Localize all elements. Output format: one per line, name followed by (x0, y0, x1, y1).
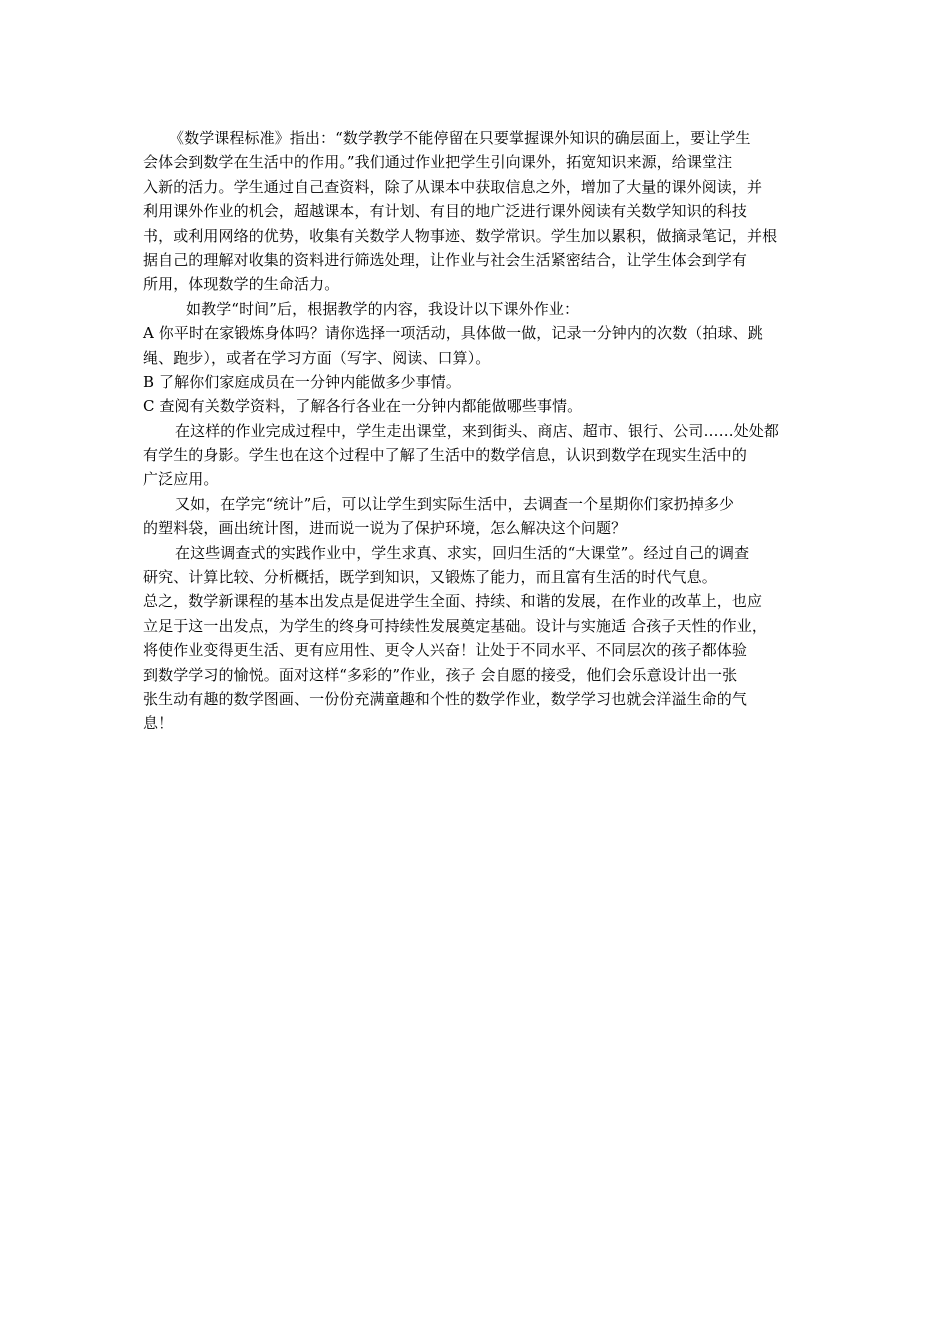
paragraph-homework-process (143, 419, 813, 492)
text-line: 所用，体现数学的生命活力。 (143, 275, 340, 294)
text-line: 的塑料袋，画出统计图，进而说一说为了保护环境，怎么解决这个问题？ (143, 519, 627, 538)
paragraph-practice-homework (143, 541, 813, 590)
list-item-b (143, 370, 813, 394)
paragraph-statistics-example (143, 492, 813, 541)
paragraph-time-example (143, 297, 813, 321)
text-line: A 你平时在家锻炼身体吗？请你选择一项活动，具体做一做，记录一分钟内的次数（拍球、跳 (143, 324, 763, 343)
text-line: 入新的活力。学生通过自己查资料，除了从课本中获取信息之外，增加了大量的课外阅读，并 (143, 177, 763, 196)
paragraph-conclusion (143, 589, 813, 735)
text-line: 在这些调查式的实践作业中，学生求真、求实，回归生活的“大课堂”。经过自己的调查 (175, 543, 750, 562)
text-line: 据自己的理解对收集的资料进行筛选处理，让作业与社会生活紧密结合，让学生体会到学有 (143, 250, 748, 269)
text-line: 到数学学习的愉悦。面对这样“多彩的”作业，孩子 会自愿的接受，他们会乐意设计出一张 (143, 665, 738, 684)
text-line: 广泛应用。 (143, 470, 219, 489)
text-line: 总之，数学新课程的基本出发点是促进学生全面、持续、和谐的发展，在作业的改革上，也应 (143, 592, 763, 611)
text-line: 研究、计算比较、分析概括，既学到知识，又锻炼了能力，而且富有生活的时代气息。 (143, 568, 717, 587)
list-item-c (143, 394, 813, 418)
text-line: 又如，在学完“统计”后，可以让学生到实际生活中，去调查一个星期你们家扔掉多少 (175, 494, 735, 513)
text-line: 立足于这一出发点，为学生的终身可持续性发展奠定基础。设计与实施适 合孩子天性的作业， (143, 616, 767, 635)
text-line: 《数学课程标准》指出：“数学教学不能停留在只要掌握课外知识的确层面上，要让学生 (169, 129, 751, 147)
document-body (143, 126, 813, 736)
text-line: 有学生的身影。学生也在这个过程中了解了生活中的数学信息，认识到数学在现实生活中的 (143, 446, 748, 465)
text-line: 张生动有趣的数学图画、一份份充满童趣和个性的数学作业，数学学习也就会洋溢生命的气 (143, 689, 748, 708)
text-line: C 查阅有关数学资料，了解各行各业在一分钟内都能做哪些事情。 (143, 397, 583, 416)
paragraph-curriculum-standard (143, 126, 813, 297)
list-item-a (143, 321, 813, 370)
text-line: 书，或利用网络的优势，收集有关数学人物事迹、数学常识。学生加以累积，做摘录笔记，并根 (143, 226, 778, 245)
text-line: 利用课外作业的机会，超越课本，有计划、有目的地广泛进行课外阅读有关数学知识的科技 (143, 202, 748, 221)
text-line: 在这样的作业完成过程中，学生走出课堂，来到街头、商店、超市、银行、公司……处处都 (175, 421, 780, 440)
text-line: 会体会到数学在生活中的作用。”我们通过作业把学生引向课外，拓宽知识来源，给课堂注 (143, 153, 733, 172)
text-line: 如教学“时间”后，根据教学的内容，我设计以下课外作业： (186, 299, 580, 318)
text-line: B 了解你们家庭成员在一分钟内能做多少事情。 (143, 372, 461, 391)
text-line: 息！ (143, 714, 174, 733)
text-line: 将使作业变得更生活、更有应用性、更令人兴奋！让处于不同水平、不同层次的孩子都体验 (143, 641, 748, 660)
text-line: 绳、跑步），或者在学习方面（写字、阅读、口算）。 (143, 348, 491, 367)
